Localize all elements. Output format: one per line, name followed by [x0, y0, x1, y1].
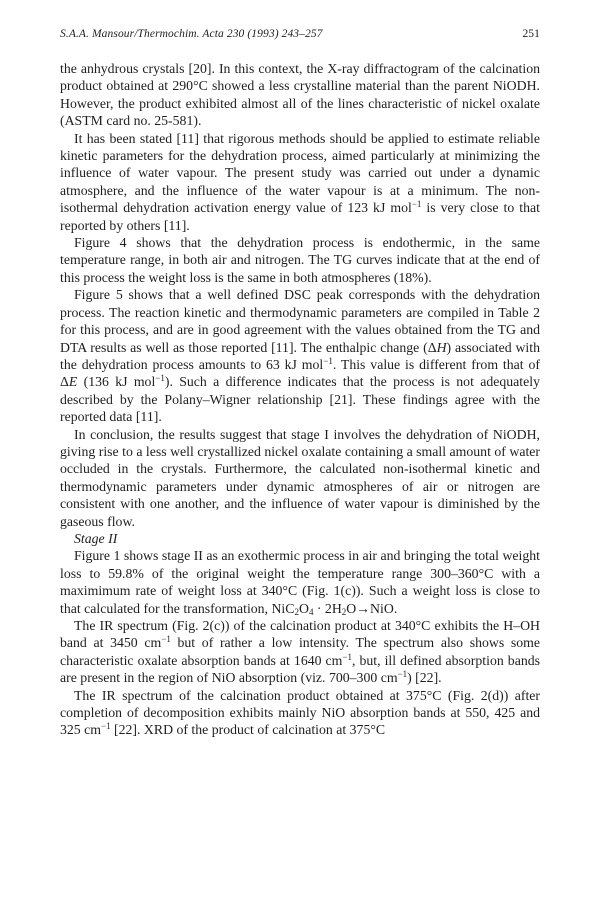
paragraph-1: the anhydrous crystals [20]. In this context, the X-ray diffractogram of the calcination product obtained at 290°C showed a less crystalline material than the parent NiODH. However, the product exhibited almost all of the lines characteristic of nickel oxalate (ASTM card no. 25-581).	[60, 61, 540, 129]
paragraph-5: In conclusion, the results suggest that stage I involves the dehydration of NiODH, giving rise to a less well crystallized nickel oxalate containing a small amount of water occluded in the crystals. Furthermore, the calculated non-isothermal kinetic and thermodynamic parameters under dynamic atmospheres of air or nitrogen are consistent with one another, and the influence of water vapour is diminished by the gaseous flow.	[60, 426, 540, 529]
section-heading-stage-ii: Stage II	[74, 530, 118, 546]
paragraph-6: Figure 1 shows stage II as an exothermic process in air and bringing the total weight loss to 59.8% of the original weight the temperature range 300–360°C with a maximimum rate of weight loss at 340°C (Fig. 1(c)). Such a weight loss is close to that calculated for the transformation, $NiC_2O_4 \cdot 2H_2O\to NiO$.	[60, 548, 540, 617]
paragraph-3: Figure 4 shows that the dehydration process is endothermic, in the same temperature range, in both air and nitrogen. The TG curves indicate that at the end of this process the weight loss is the same in both atmospheres (18%).	[60, 235, 540, 285]
article-body	[60, 60, 540, 739]
page-header	[60, 28, 540, 40]
paragraph-8: The IR spectrum of the calcination product obtained at 375°C (Fig. 2(d)) after completion of decomposition exhibits mainly NiO absorption bands at 550, 425 and 325 $cm^{-1}$ [22]. XRD of the product of calcination at 375°C	[60, 687, 540, 738]
page-number: 251	[522, 28, 540, 40]
paragraph-4: Figure 5 shows that a well defined DSC peak corresponds with the dehydration process. The reaction kinetic and thermodynamic parameters are compiled in Table 2 for this process, and are in good agreement with the values obtained from the TG and DTA results as well as those reported [11]. The enthalpic change (ΔH) associated with the dehydration process amounts to 63 kJ mol$^{-1}$. This value is different from that of ΔE (136 kJ mol$^{-1}$). Such a difference indicates that the process is not adequately described by the Polany–Wigner relationship [21]. These findings agree with the reported data [11].	[60, 287, 540, 425]
running-head: S.A.A. Mansour/Thermochim. Acta 230 (1993) 243–257	[60, 28, 323, 40]
paragraph-2: It has been stated [11] that rigorous methods should be applied to estimate reliable kinetic parameters for the dehydration process, aimed particularly at minimizing the influence of water vapour. The present study was carried out under a dynamic atmosphere, and the influence of the water vapour is at a minimum. The non-isothermal dehydration activation energy value of 123 kJ mol$^{-1}$ is very close to that reported by others [11].	[60, 130, 540, 233]
paragraph-7: The IR spectrum (Fig. 2(c)) of the calcination product at 340°C exhibits the H–OH band at 3450 $cm^{-1}$ but of rather a low intensity. The spectrum also shows some characteristic oxalate absorption bands at 1640 $cm^{-1}$, but, ill defined absorption bands are present in the region of NiO absorption (viz. 700–300 $cm^{-1}$) [22].	[60, 618, 541, 686]
